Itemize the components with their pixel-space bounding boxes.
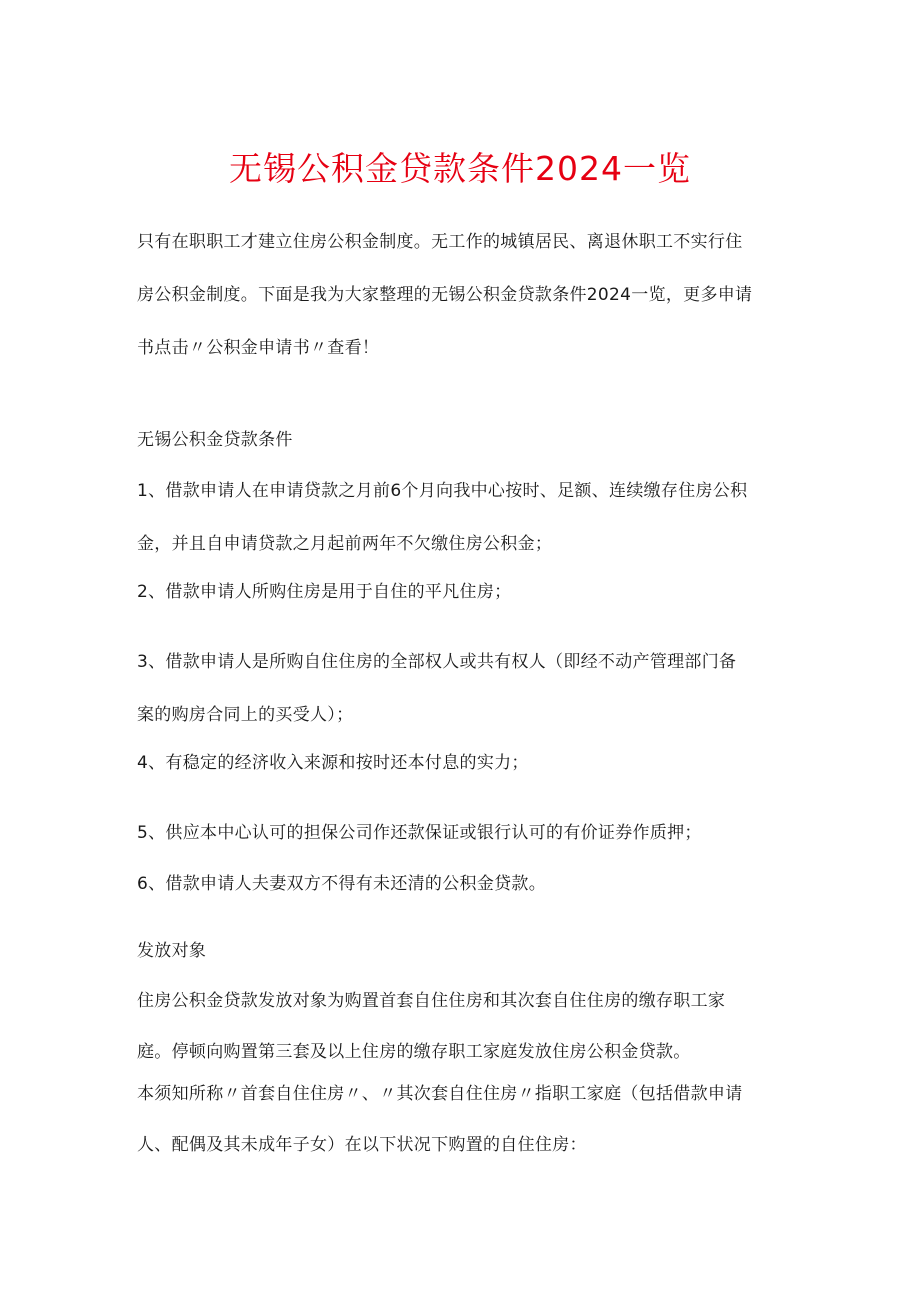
section-heading-conditions [137,430,787,450]
list-item-line: 5、供应本中心认可的担保公司作还款保证或银行认可的有价证券作质押； [137,823,702,843]
list-item-line: 案的购房合同上的买受人）； [137,705,354,725]
paragraph-line: 人、配偶及其未成年子女）在以下状况下购置的自住住房： [137,1135,587,1155]
target-paragraph-2 [137,1084,787,1155]
intro-line: 书点击〃公积金申请书〃查看！ [137,338,380,358]
paragraph-line: 住房公积金贷款发放对象为购置首套自住住房和其次套自住住房的缴存职工家 [137,991,726,1011]
target-paragraph-1 [137,991,787,1062]
list-item-line: 4、有稳定的经济收入来源和按时还本付息的实力； [137,753,529,773]
intro-line: 房公积金制度。下面是我为大家整理的无锡公积金贷款条件2024一览，更多申请 [137,285,753,305]
list-item-line: 6、借款申请人夫妻双方不得有未还清的公积金贷款。 [137,874,547,894]
paragraph-line: 庭。停顿向购置第三套及以上住房的缴存职工家庭发放住房公积金贷款。 [137,1042,691,1062]
intro-line: 只有在职职工才建立住房公积金制度。无工作的城镇居民、离退休职工不实行住 [137,232,743,252]
condition-item-2 [137,582,787,602]
paragraph-line: 本须知所称〃首套自住住房〃、〃其次套自住住房〃指职工家庭（包括借款申请 [137,1084,743,1104]
condition-item-1 [137,481,787,554]
list-item-line: 1、借款申请人在申请贷款之月前6个月向我中心按时、足额、连续缴存住房公积 [137,481,748,501]
intro-paragraph [137,232,787,358]
list-item-line: 3、借款申请人是所购自住住房的全部权人或共有权人（即经不动产管理部门备 [137,652,737,672]
condition-item-3 [137,652,787,725]
section-heading-text: 发放对象 [137,941,207,961]
list-item-line: 2、借款申请人所购住房是用于自住的平凡住房； [137,582,512,602]
condition-item-4 [137,753,787,773]
section-heading-text: 无锡公积金贷款条件 [137,430,293,450]
condition-item-5 [137,823,787,843]
page-title: 无锡公积金贷款条件2024一览 [229,149,691,188]
list-item-line: 金，并且自申请贷款之月起前两年不欠缴住房公积金； [137,534,553,554]
condition-item-6 [137,874,787,894]
section-heading-target [137,941,787,961]
